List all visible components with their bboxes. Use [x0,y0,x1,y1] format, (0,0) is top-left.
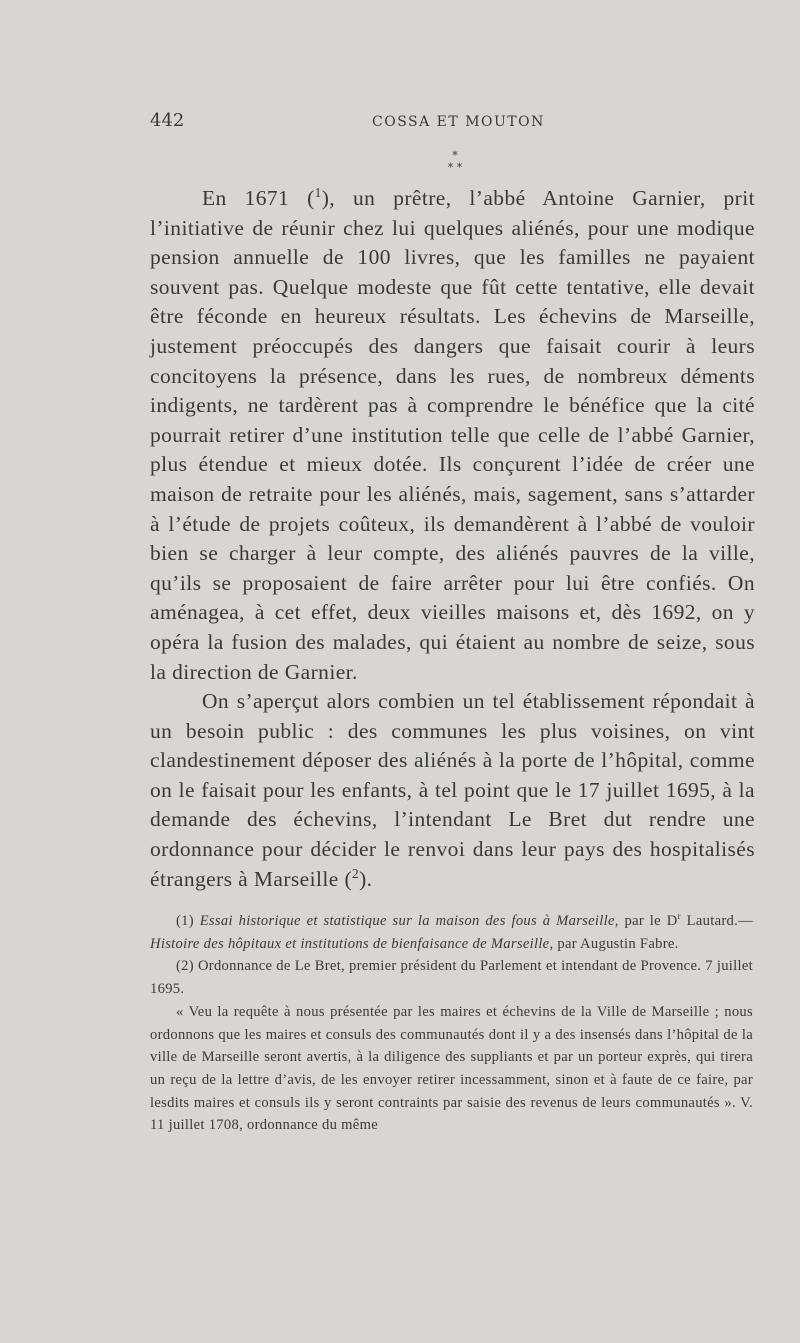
footnote-1-author: Lautard.— [686,913,753,929]
footnote-1-marker: (1) [176,913,194,929]
footnotes [150,910,753,1137]
footnote-2-quote: « Veu la requête à nous présentée par les maires et échevins de la Ville de Marseille ; nous ordonnons que les maires et consuls des communautés dont il y a des insensés dans l’hôpital de la ville de Marseille seront avertis, à la diligence des suppliants et par un porteur exprès, qui tirera un reçu de la lettre d’avis, de les envoyer retirer incessamment, sinon et à faute de ce faire, par lesdits maires et consuls ils y seront contraints par saisie des revenus de leurs communautés ». V. 11 juillet 1708, ordonnance du même [150,1003,753,1134]
asterism-separator [430,150,480,174]
paragraph-1 [150,184,755,687]
paragraph-1-start: En 1671 ( [202,186,315,210]
footnote-1-mid: par le D [624,913,678,929]
footnote-1-title-2: Histoire des hôpitaux et institutions de bienfaisance de Marseille, [150,935,554,952]
footnote-ref-1: 1 [314,184,322,200]
footnote-1 [150,910,753,955]
running-head: COSSA ET MOUTON [372,114,545,130]
body-text [150,184,755,894]
asterism-top: * [452,149,458,162]
footnote-1-title-1: Essai historique et statistique sur la maison des fous à Marseille, [199,913,619,929]
page-number: 442 [150,110,185,131]
asterism-bottom: * * [447,161,463,174]
footnote-1-sup: r [677,911,681,922]
paragraph-2-start: On s’aperçut alors combien un tel établissement répondait à un besoin public : des communes les plus voisines, on vint clandestinement déposer des aliénés à la porte de l’hôpital, comme on le faisait pour les enfants, à tel point que le 17 juillet 1695, à la demande des échevins, l’intendant Le Bret dut rendre une ordonnance pour décider le renvoi dans leur pays des hospitalisés étrangers à Marseille ( [150,689,755,891]
paragraph-1-rest: ), un prêtre, l’abbé Antoine Garnier, prit l’initiative de réunir chez lui quelques aliénés, pour une modique pension annuelle de 100 livres, que les familles ne payaient souvent pas. Quelque modeste que fût cette tentative, elle devait être féconde en heureux résultats. Les échevins de Marseille, justement préoccupés des dangers que faisait courir à leurs concitoyens la présence, dans les rues, de nombreux déments indigents, ne tardèrent pas à comprendre le bénéfice que la cité pourrait retirer d’une institution telle que celle de l’abbé Garnier, plus étendue et mieux dotée. Ils conçurent l’idée de créer une maison de retraite pour les aliénés, mais, sagement, sans s’attarder à l’étude de projets coûteux, ils demandèrent à l’abbé de vouloir bien se charger à leur compte, des aliénés pauvres de la ville, qu’ils se proposaient de faire arrêter pour lui être confiés. On aménagea, à cet effet, deux vieilles maisons et, dès 1692, on y opéra la fusion des malades, qui étaient au nombre de seize, sous la direction de Garnier. [150,186,755,684]
footnote-1-end: par Augustin Fabre. [557,935,679,952]
paragraph-2-end: ). [359,866,373,891]
footnote-ref-2: 2 [352,865,360,881]
footnote-2: (2) Ordonnance de Le Bret, premier président du Parlement et intendant de Provence. 7 juillet 1695. [150,958,753,998]
paragraph-2 [150,687,755,894]
